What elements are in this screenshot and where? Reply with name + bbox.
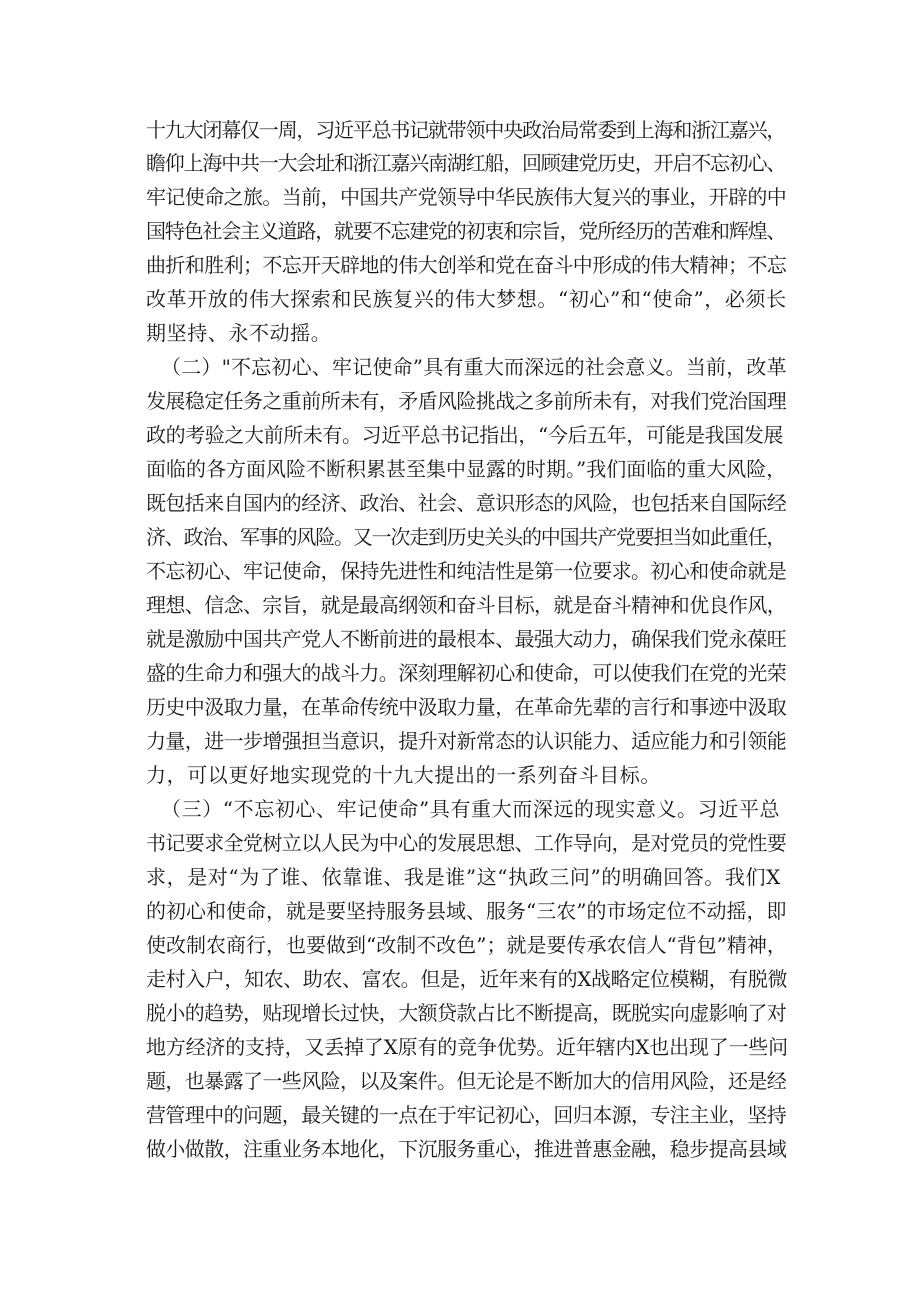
text-line: 使改制农商行，也要做到“改制不改色”；就是要传承农信人“背包”精神， <box>146 933 787 957</box>
text-line: 面临的各方面风险不断积累甚至集中显露的时期。”我们面临的重大风险， <box>146 457 787 481</box>
text-line: （二）"不忘初心、牢记使命”具有重大而深远的社会意义。当前，改革 <box>161 355 787 379</box>
text-line: 瞻仰上海中共一大会址和浙江嘉兴南湖红船，回顾建党历史，开启不忘初心、 <box>146 151 786 175</box>
text-line: 就是激励中国共产党人不断前进的最根本、最强大动力，确保我们党永葆旺 <box>146 627 787 651</box>
text-line: 十九大闭幕仅一周，习近平总书记就带领中央政治局常委到上海和浙江嘉兴， <box>146 118 786 142</box>
text-line: 理想、信念、宗旨，就是最高纲领和奋斗目标，就是奋斗精神和优良作风， <box>146 593 787 617</box>
text-line: 历史中汲取力量，在革命传统中汲取力量，在革命先辈的言行和事迹中汲取 <box>146 695 787 719</box>
text-line: 既包括来自国内的经济、政治、社会、意识形态的风险，也包括来自国际经 <box>146 491 787 515</box>
text-line: 国特色社会主义道路，就要不忘建党的初衷和宗旨，党所经历的苦难和辉煌、 <box>146 219 786 243</box>
text-line: 脱小的趋势，贴现增长过快，大额贷款占比不断提高，既脱实向虚影响了对 <box>146 1001 787 1025</box>
text-line: 力量，进一步增强担当意识，提升对新常态的认识能力、适应能力和引领能 <box>146 729 787 753</box>
text-line: 盛的生命力和强大的战斗力。深刻理解初心和使命，可以使我们在党的光荣 <box>146 661 787 685</box>
text-line: 走村入户，知农、助农、富农。但是，近年来有的X战略定位模糊，有脱微 <box>146 967 788 991</box>
text-line: 济、政治、军事的风险。又一次走到历史关头的中国共产党要担当如此重任， <box>146 525 786 549</box>
text-line: 改革开放的伟大探索和民族复兴的伟大梦想。“初心”和“使命”，必须长 <box>146 287 787 311</box>
text-line: 政的考验之大前所未有。习近平总书记指出，“今后五年，可能是我国发展 <box>146 423 784 447</box>
text-line: 地方经济的支持，又丢掉了X原有的竞争优势。近年辖内X也出现了一些问 <box>146 1035 788 1059</box>
text-line: 做小做散，注重业务本地化，下沉服务重心，推进普惠金融，稳步提高县域 <box>146 1137 787 1161</box>
text-line: 题，也暴露了一些风险，以及案件。但无论是不断加大的信用风险，还是经 <box>146 1069 787 1093</box>
text-line: 营管理中的问题，最关键的一点在于牢记初心，回归本源，专注主业，坚持 <box>146 1103 787 1127</box>
text-line: 力，可以更好地实现党的十九大提出的一系列奋斗目标。 <box>146 763 661 787</box>
text-line: 牢记使命之旅。当前，中国共产党领导中华民族伟大复兴的事业，开辟的中 <box>146 185 787 209</box>
text-line: 求，是对“为了谁、依靠谁、我是谁”这“执政三问”的明确回答。我们X <box>146 865 781 889</box>
text-line: 发展稳定任务之重前所未有，矛盾风险挑战之多前所未有，对我们党治国理 <box>146 389 787 413</box>
text-line: 曲折和胜利；不忘开天辟地的伟大创举和党在奋斗中形成的伟大精神；不忘 <box>146 253 787 277</box>
text-line: 书记要求全党树立以人民为中心的发展思想、工作导向，是对党员的党性要 <box>146 831 787 855</box>
text-line: 期坚持、永不动摇。 <box>146 321 332 345</box>
text-line: （三）“不忘初心、牢记使命”具有重大而深远的现实意义。习近平总 <box>161 797 781 821</box>
text-line: 不忘初心、牢记使命，保持先进性和纯洁性是第一位要求。初心和使命就是 <box>146 559 787 583</box>
text-line: 的初心和使命，就是要坚持服务县域、服务“三农”的市场定位不动摇，即 <box>146 899 787 923</box>
